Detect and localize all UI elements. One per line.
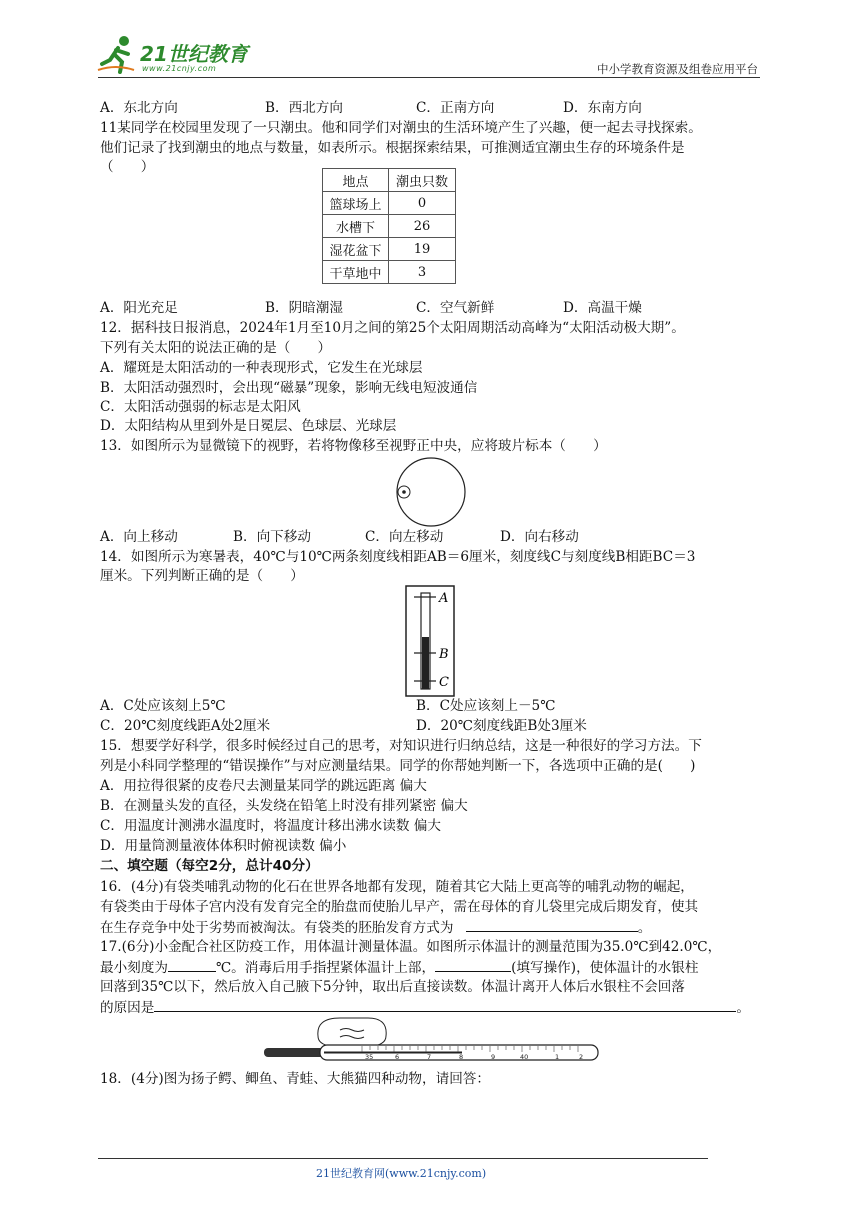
footer-link[interactable]: 21世纪教育网(www.21cnjy.com)	[316, 1167, 487, 1180]
q11-option-b: B．阴暗潮湿	[265, 300, 343, 316]
q11-line-3: （ ）	[100, 159, 155, 175]
q11-option-a: A．阳光充足	[100, 300, 178, 316]
table-header-count: 潮虫只数	[389, 169, 456, 192]
q14-option-b: B．C处应该刻上－5℃	[416, 698, 556, 714]
q11-option-c: C．空气新鲜	[416, 300, 495, 316]
q10-option-c: C．正南方向	[416, 100, 495, 116]
q13-option-b: B．向下移动	[233, 529, 311, 545]
runner-logo-icon	[96, 34, 136, 74]
q10-option-d: D．东南方向	[563, 100, 642, 116]
header-rule	[98, 77, 760, 78]
table-cell: 湿花盆下	[323, 238, 389, 261]
q17-end: 。	[736, 1000, 750, 1016]
q17-line-4	[100, 997, 750, 1018]
table-cell: 0	[389, 192, 456, 215]
q17-line-2c: (填写操作)，使体温计的水银柱	[511, 960, 699, 976]
q12-line-1: 12．据科技日报消息，2024年1月至10月之间的第25个太阳周期活动高峰为“太阳活动极大期”。	[100, 320, 685, 336]
q11-option-d: D．高温干燥	[563, 300, 642, 316]
q18-line: 18．(4分)图为扬子鳄、鲫鱼、青蛙、大熊猫四种动物，请回答：	[100, 1071, 490, 1087]
q12-option-d: D．太阳结构从里到外是日冕层、色球层、光球层	[100, 418, 397, 434]
q13-option-c: C．向左移动	[365, 529, 444, 545]
table-row	[323, 238, 456, 261]
answer-blank[interactable]	[168, 957, 216, 972]
q17-line-1: 17.(6分)小金配合社区防疫工作，用体温计测量体温。如图所示体温计的测量范围为35.0℃到42.0℃，	[100, 939, 722, 955]
header-logo	[96, 34, 266, 78]
table-row	[323, 261, 456, 284]
q16-line-1: 16．(4分)有袋类哺乳动物的化石在世界各地都有发现，随着其它大陆上更高等的哺乳动物的崛起，	[100, 879, 694, 895]
q14-option-d: D．20℃刻度线距B处3厘米	[416, 718, 587, 734]
footer-rule	[98, 1158, 708, 1159]
q15-option-d: D．用量筒测量液体体积时俯视读数 偏小	[100, 838, 347, 854]
q13-option-d: D．向右移动	[500, 529, 579, 545]
thermo-label-c: C	[439, 675, 449, 690]
section-title: 二、填空题（每空2分，总计40分）	[100, 858, 319, 874]
q17-line-2	[100, 957, 698, 978]
q16-line-3	[100, 917, 651, 938]
scale-label: 7	[427, 1053, 432, 1061]
q17-line-3: 回落到35℃以下，然后放入自己腋下5分钟，取出后直接读数。体温计离开人体后水银柱不会回落	[100, 979, 685, 995]
scale-label: 8	[459, 1053, 464, 1061]
q14-option-c: C．20℃刻度线距A处2厘米	[100, 718, 271, 734]
q13-line-1: 13．如图所示为显微镜下的视野，若将物像移至视野正中央，应将玻片标本（ ）	[100, 438, 607, 454]
clinical-thermometer-figure	[262, 1016, 602, 1066]
q15-option-b: B．在测量头发的直径，头发绕在铅笔上时没有排列紧密 偏大	[100, 798, 468, 814]
scale-label: 2	[579, 1053, 584, 1061]
q10-option-a: A．东北方向	[100, 100, 178, 116]
q13-option-a: A．向上移动	[100, 529, 178, 545]
scale-label: 35	[365, 1053, 374, 1061]
table-cell: 26	[389, 215, 456, 238]
q14-line-2: 厘米。下列判断正确的是（ ）	[100, 568, 304, 584]
q15-line-2: 列是小科同学整理的“错误操作”与对应测量结果。同学的你帮她判断一下，各选项中正确的是( )	[100, 758, 696, 774]
table-cell: 干草地中	[323, 261, 389, 284]
q17-line-2a: 最小刻度为	[100, 960, 168, 976]
platform-text: 中小学教育资源及组卷应用平台	[597, 62, 758, 76]
scale-label: 1	[555, 1053, 560, 1061]
table-cell: 篮球场上	[323, 192, 389, 215]
q14-option-a: A．C处应该刻上5℃	[100, 698, 226, 714]
q14-line-1: 14．如图所示为寒暑表，40℃与10℃两条刻度线相距AB＝6厘米，刻度线C与刻度线B相距BC＝3	[100, 549, 696, 565]
thermometer-figure	[405, 585, 455, 697]
scale-label: 9	[491, 1053, 496, 1061]
logo-main-text: 21世纪教育	[140, 42, 248, 66]
answer-blank[interactable]	[154, 997, 736, 1012]
microscope-field-figure	[393, 456, 469, 528]
thermo-label-b: B	[439, 647, 449, 662]
q15-line-1: 15．想要学好科学，很多时候经过自己的思考，对知识进行归纳总结，这是一种很好的学习方法。下	[100, 738, 702, 754]
woodlouse-table	[322, 168, 456, 284]
q12-line-2: 下列有关太阳的说法正确的是（ ）	[100, 340, 332, 356]
q12-option-c: C．太阳活动强弱的标志是太阳风	[100, 399, 301, 415]
q17-line-2b: ℃。消毒后用手指捏紧体温计上部，	[215, 960, 436, 976]
table-cell: 19	[389, 238, 456, 261]
table-header-location: 地点	[323, 169, 389, 192]
scale-label: 40	[520, 1053, 529, 1061]
answer-blank[interactable]	[435, 957, 511, 972]
q16-line-3-text: 在生存竞争中处于劣势而被淘汰。有袋类的胚胎发育方式为	[100, 920, 454, 936]
q17-line-4-text: 的原因是	[100, 1000, 155, 1016]
table-row	[323, 192, 456, 215]
q15-option-c: C．用温度计测沸水温度时，将温度计移出沸水读数 偏大	[100, 818, 441, 834]
table-cell: 3	[389, 261, 456, 284]
q11-line-1: 11某同学在校园里发现了一只潮虫。他和同学们对潮虫的生活环境产生了兴趣，便一起去寻找探索。	[100, 120, 702, 136]
table-row	[323, 215, 456, 238]
q10-option-b: B．西北方向	[265, 100, 343, 116]
logo-url-text: www.21cnjy.com	[142, 64, 217, 73]
table-cell: 水槽下	[323, 215, 389, 238]
q15-option-a: A．用拉得很紧的皮卷尺去测量某同学的跳远距离 偏大	[100, 778, 427, 794]
table-header-row	[323, 169, 456, 192]
scale-label: 6	[395, 1053, 400, 1061]
q16-end: 。	[637, 920, 652, 936]
q16-line-2: 有袋类由于母体子宫内没有发育完全的胎盘而使胎儿早产，需在母体的育儿袋里完成后期发育，使其	[100, 899, 699, 915]
thermo-label-a: A	[439, 591, 449, 606]
q12-option-a: A．耀斑是太阳活动的一种表现形式，它发生在光球层	[100, 360, 423, 376]
q12-option-b: B．太阳活动强烈时，会出现“磁暴”现象，影响无线电短波通信	[100, 380, 478, 396]
q11-line-2: 他们记录了找到潮虫的地点与数量，如表所示。根据探索结果，可推测适宜潮虫生存的环境条件是	[100, 140, 685, 156]
answer-blank[interactable]	[466, 917, 638, 932]
